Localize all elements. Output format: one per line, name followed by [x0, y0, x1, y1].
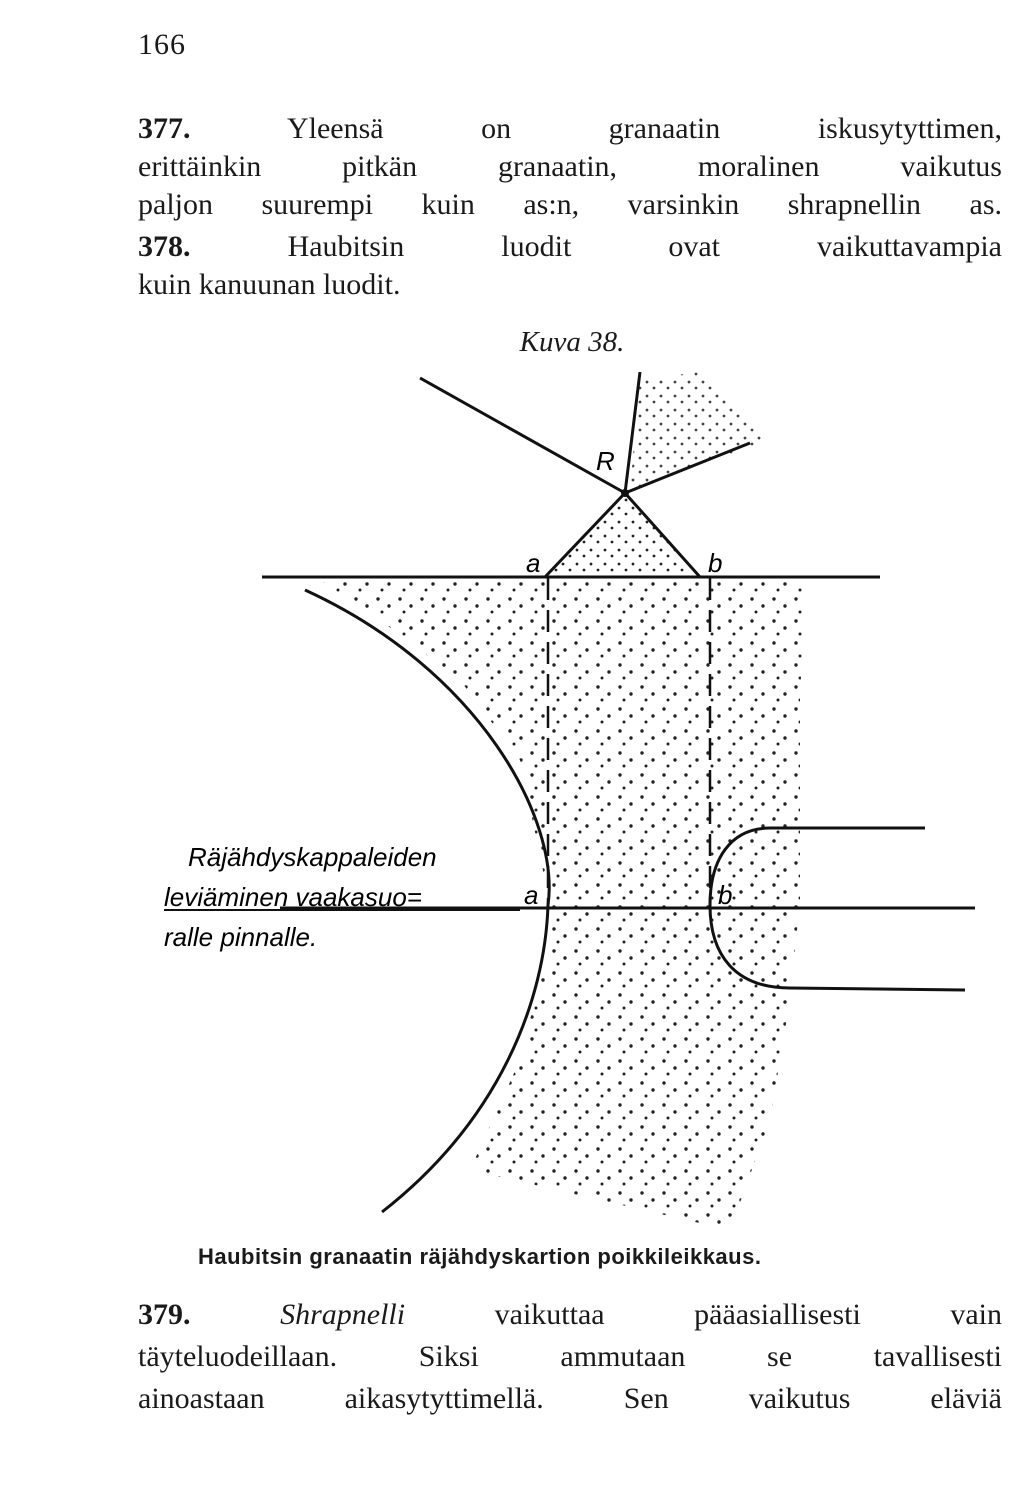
paragraph-number: 378. [138, 230, 191, 263]
triangle-dots [545, 493, 700, 577]
paragraph-text: kuin kanuunan luodit. [138, 268, 401, 301]
paragraph-text: vaikuttaa pääasiallisesti vain [494, 1298, 1003, 1331]
paragraph-text: paljon suurempi kuin as:n, varsinkin shrapnellin as. [138, 188, 1002, 221]
label-a-mid: a [524, 880, 539, 910]
paragraph-text: ainoastaan aikasytyttimellä. Sen vaikutus eläviä [138, 1382, 1002, 1415]
paragraph-text: erittäinkin pitkän granaatin, moralinen vaikutus [138, 150, 1002, 183]
paragraph-text: täyteluodeillaan. Siksi ammutaan se tavallisesti [138, 1340, 1002, 1373]
paragraph-number: 377. [138, 112, 191, 145]
paragraph-379-line-2 [138, 1338, 1002, 1376]
figure-label: Kuva 38. [519, 326, 625, 358]
label-b-top: b [708, 548, 723, 578]
paragraph-number: 379. [138, 1298, 191, 1331]
page-number: 166 [138, 28, 186, 61]
annotation-line-3: ralle pinnalle. [164, 922, 318, 952]
paragraph-text: Haubitsin luodit ovat vaikuttavampia [287, 230, 1002, 263]
emphasized-term: Shrapnelli [280, 1298, 406, 1331]
label-b-mid: b [718, 880, 733, 910]
burst-point-r [621, 489, 629, 497]
figure-caption: Haubitsin granaatin räjähdyskartion poikkileikkaus. [198, 1244, 762, 1269]
paragraph-379-line-1 [138, 1296, 1002, 1334]
label-a-top: a [526, 548, 541, 578]
paragraph-text: Yleensä on granaatin iskusytyttimen, [286, 112, 1002, 145]
upper-cone-dots [630, 372, 770, 490]
label-r: R [596, 446, 615, 476]
annotation-line-1: Räjähdyskappaleiden [188, 842, 437, 872]
paragraph-379-line-3 [138, 1380, 1002, 1418]
incoming-trajectory-line [420, 378, 625, 493]
annotation-line-2: leviäminen vaakasuo= [164, 882, 422, 912]
